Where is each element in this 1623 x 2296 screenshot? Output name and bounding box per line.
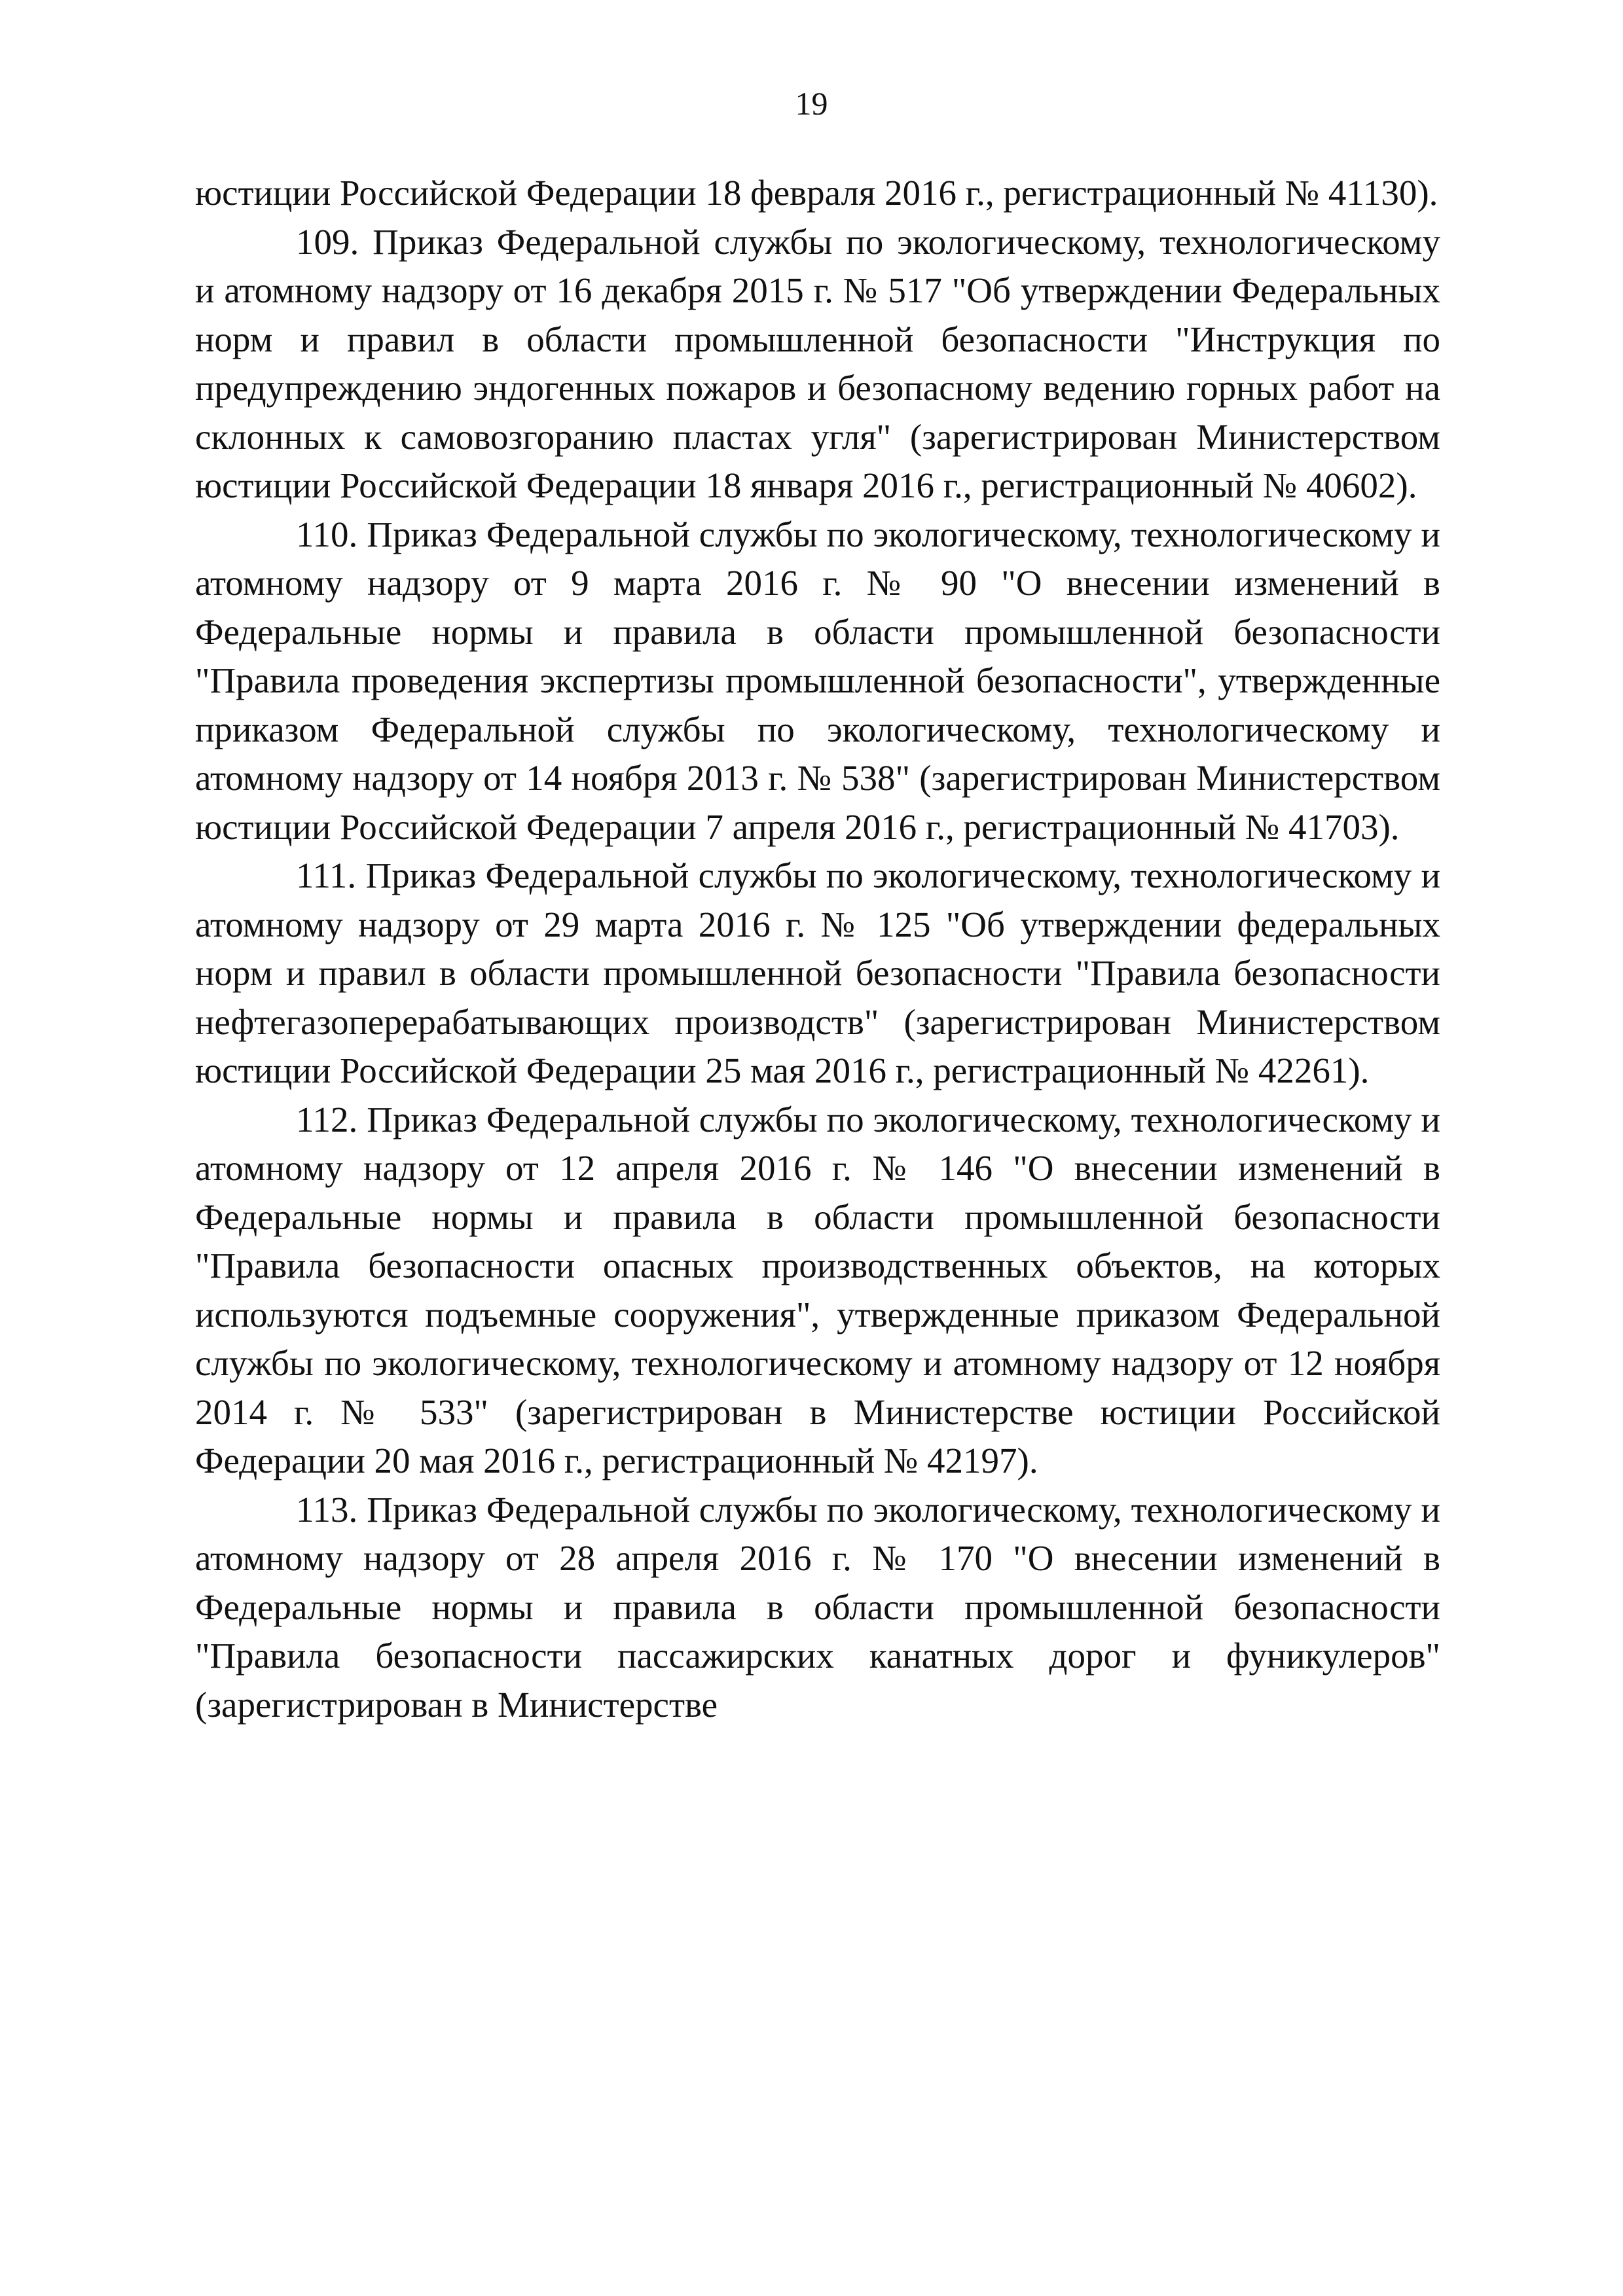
paragraph-continuation: юстиции Российской Федерации 18 февраля 2016 г., регистрационный № 41130). <box>195 173 1438 213</box>
page-number: 19 <box>795 85 828 122</box>
paragraph-item-111: 111. Приказ Федеральной службы по экологическому, технологическому и атомному надзору от 29 марта 2016 г. № 125 "Об утверждении федеральных норм и правил в области промышленной безопасности "Правила безопасности нефтегазоперерабатывающих производств" (зарегистрирован Министерством юстиции Российской Федерации 25 мая 2016 г., регистрационный № 42261). <box>195 855 1440 1090</box>
paragraph-item-110: 110. Приказ Федеральной службы по экологическому, технологическому и атомному надзору от 9 марта 2016 г. № 90 "О внесении изменений в Федеральные нормы и правила в области промышленной безопасности "Правила проведения экспертизы промышленной безопасности", утвержденные приказом Федеральной службы по экологическому, технологическому и атомному надзору от 14 ноября 2013 г. № 538" (зарегистрирован Министерством юстиции Российской Федерации 7 апреля 2016 г., регистрационный № 41703). <box>195 514 1440 847</box>
document-body <box>195 169 1440 1729</box>
paragraph-item-112: 112. Приказ Федеральной службы по экологическому, технологическому и атомному надзору от 12 апреля 2016 г. № 146 "О внесении изменений в Федеральные нормы и правила в области промышленной безопасности "Правила безопасности опасных производственных объектов, на которых используются подъемные сооружения", утвержденные приказом Федеральной службы по экологическому, технологическому и атомному надзору от 12 ноября 2014 г. № 533" (зарегистрирован в Министерстве юстиции Российской Федерации 20 мая 2016 г., регистрационный № 42197). <box>195 1099 1440 1480</box>
paragraph-item-109: 109. Приказ Федеральной службы по экологическому, технологическому и атомному надзору от 16 декабря 2015 г. № 517 "Об утверждении Федеральных норм и правил в области промышленной безопасности "Инструкция по предупреждению эндогенных пожаров и безопасному ведению горных работ на склонных к самовозгоранию пластах угля" (зарегистрирован Министерством юстиции Российской Федерации 18 января 2016 г., регистрационный № 40602). <box>195 221 1440 505</box>
paragraph-item-113: 113. Приказ Федеральной службы по экологическому, технологическому и атомному надзору от 28 апреля 2016 г. № 170 "О внесении изменений в Федеральные нормы и правила в области промышленной безопасности "Правила безопасности пассажирских канатных дорог и фуникулеров" (зарегистрирован в Министерстве <box>195 1489 1440 1725</box>
